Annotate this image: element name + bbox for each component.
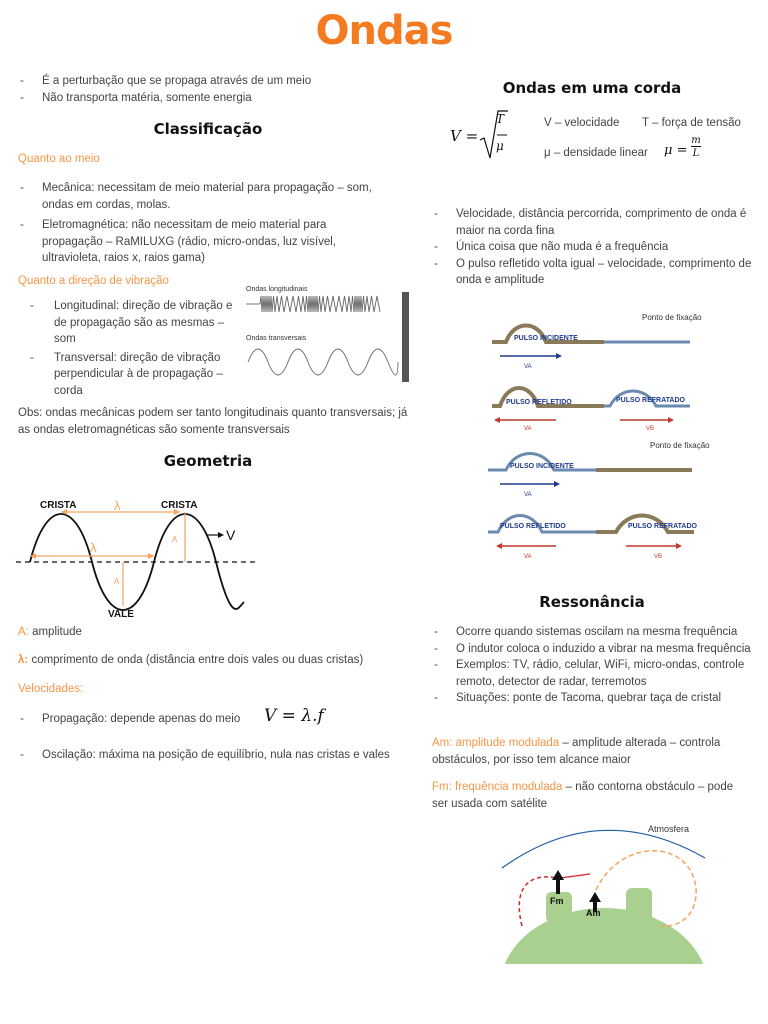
ponto-fixacao-label-1: Ponto de fixação bbox=[642, 313, 702, 322]
pulso-refletido-label-1: PULSO REFLETIDO bbox=[506, 399, 572, 406]
list-item: - Ocorre quando sistemas oscilam na mesma frequência bbox=[432, 624, 752, 641]
va-label-1: VA bbox=[524, 364, 532, 370]
formula-mu: μ bbox=[496, 139, 504, 153]
section-heading-ressonancia: Ressonância bbox=[539, 593, 645, 611]
lambda-label-mid: λ bbox=[90, 540, 97, 555]
list-item: - Mecânica: necessitam de meio material para propagação – som, ondas em cordas, molas. bbox=[18, 180, 388, 213]
list-item: - Transversal: direção de vibração perpendicular à de propagação – corda bbox=[18, 350, 240, 400]
corda-list bbox=[432, 206, 752, 289]
am-definition bbox=[432, 735, 752, 768]
lambda-label-top: λ bbox=[114, 498, 121, 513]
velocidades-list-1 bbox=[18, 711, 258, 728]
string-formula-lhs: V = bbox=[450, 127, 479, 145]
velocidades-heading: Velocidades: bbox=[18, 683, 84, 695]
mu-numerator: m bbox=[691, 135, 701, 146]
pulse-figure bbox=[486, 306, 710, 568]
intro-list bbox=[18, 73, 398, 106]
fig-label-longitudinal: Ondas longitudinais bbox=[246, 286, 308, 293]
list-item: - Única coisa que não muda é a frequência bbox=[432, 239, 752, 256]
velocity-label: V bbox=[226, 527, 236, 543]
list-item: - O pulso refletido volta igual – velocidade, comprimento de onda e amplitude bbox=[432, 256, 752, 289]
va-label-4: VA bbox=[524, 554, 532, 560]
pulso-refletido-label-2: PULSO REFLETIDO bbox=[500, 523, 566, 530]
wave-geometry-figure bbox=[16, 490, 256, 620]
list-item: - O indutor coloca o induzido a vibrar na mesma frequência bbox=[432, 641, 752, 658]
velocidades-list-2 bbox=[18, 747, 413, 764]
atmosphere-figure bbox=[500, 818, 710, 964]
meio-list bbox=[18, 180, 388, 267]
lambda-text: comprimento de onda (distância entre dois vales ou duas cristas) bbox=[31, 654, 364, 666]
page-title: Ondas bbox=[315, 8, 453, 54]
amplitude-def bbox=[18, 624, 82, 641]
fm-definition bbox=[432, 779, 752, 812]
formula-T: T bbox=[496, 112, 505, 126]
atmosfera-label: Atmosfera bbox=[648, 824, 690, 834]
am-label: Am: amplitude modulada bbox=[432, 737, 560, 749]
crista-label-right: CRISTA bbox=[161, 500, 198, 511]
pulso-incidente-label-2: PULSO INCIDENTE bbox=[510, 463, 574, 470]
crista-label-left: CRISTA bbox=[40, 500, 77, 511]
list-item: - É a perturbação que se propaga através de um meio bbox=[18, 73, 398, 90]
wave-types-figure bbox=[242, 280, 414, 384]
list-item: - Oscilação: máxima na posição de equilíbrio, nula nas cristas e vales bbox=[18, 747, 413, 764]
fm-label: Fm: frequência modulada bbox=[432, 781, 563, 793]
list-item: - Eletromagnética: não necessitam de meio material para propagação – RaMILUXG (rádio, micro-ondas, luz visível, ultravioleta, raios x, raios gama) bbox=[18, 217, 388, 267]
subheading-quanto-meio: Quanto ao meio bbox=[18, 153, 100, 165]
amplitude-text: amplitude bbox=[32, 626, 82, 638]
mu-formula-lhs: μ = bbox=[664, 143, 688, 158]
vb-label-2: VB bbox=[654, 554, 663, 560]
va-label-2: VA bbox=[524, 426, 532, 432]
obs-text: Obs: ondas mecânicas podem ser tanto longitudinais quanto transversais; já as ondas eletromagnéticas são somente transversais bbox=[18, 407, 408, 436]
wave-speed-formula: V = λ.f bbox=[264, 706, 324, 726]
pulso-incidente-label-1: PULSO INCIDENTE bbox=[514, 335, 578, 342]
panel-refletido-2 bbox=[488, 516, 698, 561]
pulso-refratado-label-2: PULSO REFRATADO bbox=[628, 523, 697, 530]
legend-velocidade: V – velocidade bbox=[544, 117, 620, 129]
list-item: - Propagação: depende apenas do meio bbox=[18, 711, 258, 728]
fm-text: – não contorna obstáculo – pode ser usada com satélite bbox=[432, 781, 734, 810]
fm-antenna-icon bbox=[552, 870, 564, 894]
fig-label-transversal: Ondas transversais bbox=[246, 335, 307, 342]
panel-incidente-2 bbox=[488, 441, 710, 498]
section-heading-geometria: Geometria bbox=[163, 452, 253, 470]
am-text: – amplitude alterada – controla obstáculos, por isso tem alcance maior bbox=[432, 737, 721, 766]
amplitude-symbol: A: bbox=[18, 626, 29, 638]
direcao-list bbox=[18, 298, 240, 399]
am-tag: Am bbox=[586, 908, 601, 918]
vb-label-1: VB bbox=[646, 426, 655, 432]
mu-denominator: L bbox=[692, 148, 700, 159]
amplitude-label-low: A bbox=[114, 577, 120, 586]
amplitude-label-high: A bbox=[172, 535, 178, 544]
list-item: - Situações: ponte de Tacoma, quebrar taça de cristal bbox=[432, 690, 752, 707]
list-item: - Velocidade, distância percorrida, comprimento de onda é maior na corda fina bbox=[432, 206, 752, 239]
lambda-symbol: λ: bbox=[18, 654, 29, 666]
legend-densidade: μ – densidade linear bbox=[544, 147, 648, 159]
section-heading-classificacao: Classificação bbox=[153, 120, 263, 138]
va-label-3: VA bbox=[524, 492, 532, 498]
list-item: - Longitudinal: direção de vibração e de propagação são as mesmas – som bbox=[18, 298, 240, 348]
lambda-def bbox=[18, 652, 413, 669]
list-item: - Não transporta matéria, somente energia bbox=[18, 90, 398, 107]
legend-tensao: T – força de tensão bbox=[642, 117, 741, 129]
section-heading-corda: Ondas em uma corda bbox=[502, 79, 682, 97]
subheading-quanto-direcao: Quanto a direção de vibração bbox=[18, 275, 169, 287]
fm-tag: Fm bbox=[550, 896, 564, 906]
vale-label: VALE bbox=[108, 609, 134, 620]
panel-refletido-1 bbox=[492, 388, 690, 432]
wall-support bbox=[402, 292, 409, 382]
panel-incidente-1 bbox=[492, 313, 702, 370]
ponto-fixacao-label-2: Ponto de fixação bbox=[650, 441, 710, 450]
ressonancia-list bbox=[432, 624, 752, 707]
pulso-refratado-label-1: PULSO REFRATADO bbox=[616, 397, 685, 404]
list-item: - Exemplos: TV, rádio, celular, WiFi, micro-ondas, controle remoto, detector de radar, terremotos bbox=[432, 657, 752, 690]
